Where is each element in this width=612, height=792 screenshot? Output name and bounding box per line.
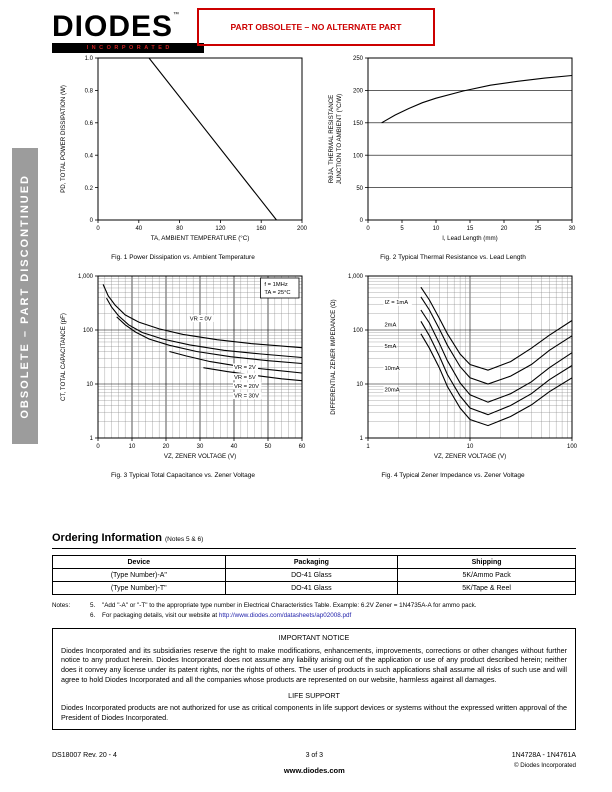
svg-text:20: 20: [500, 226, 508, 232]
document-number: DS18007 Rev. 20 - 4: [52, 752, 117, 759]
svg-text:0: 0: [359, 218, 363, 225]
obsolete-warning-banner: [197, 8, 435, 46]
svg-text:5: 5: [400, 226, 404, 232]
important-notice-title: IMPORTANT NOTICE: [278, 633, 350, 642]
header-device: Device: [53, 556, 226, 569]
cell-device: (Type Number)-A": [53, 569, 226, 582]
table-row: [53, 569, 576, 582]
svg-text:0.2: 0.2: [84, 185, 93, 192]
svg-text:1,000: 1,000: [347, 274, 363, 281]
website-link[interactable]: www.diodes.com: [283, 766, 345, 775]
fig1-power-dissipation-chart: [54, 50, 312, 261]
svg-text:0: 0: [366, 226, 370, 232]
svg-text:VR = 30V: VR = 30V: [234, 393, 259, 400]
svg-text:30: 30: [568, 226, 576, 232]
svg-text:JUNCTION TO AMBIENT (°C/W): JUNCTION TO AMBIENT (°C/W): [336, 93, 343, 185]
svg-text:200: 200: [352, 88, 363, 95]
life-support-body: Diodes Incorporated products are not authorized for use as critical components in life support devices or systems without the expressed written approval of the President of Diodes Incorporated.: [61, 703, 567, 723]
ordering-table: [52, 555, 576, 595]
svg-text:30: 30: [196, 444, 204, 450]
svg-text:10: 10: [466, 444, 474, 450]
ordering-notes: [52, 602, 576, 622]
svg-text:VZ, ZENER VOLTAGE (V): VZ, ZENER VOLTAGE (V): [433, 453, 507, 460]
svg-text:1: 1: [359, 436, 363, 443]
svg-text:IZ = 1mA: IZ = 1mA: [384, 300, 409, 307]
fig1-caption: Fig. 1 Power Dissipation vs. Ambient Temperature: [111, 254, 255, 261]
svg-text:50: 50: [264, 444, 272, 450]
svg-text:100: 100: [82, 328, 93, 335]
fig2-plot: [324, 50, 582, 252]
svg-text:1: 1: [366, 444, 370, 450]
obsolete-sidebar-banner: [12, 148, 38, 444]
obsolete-warning-text: PART OBSOLETE – NO ALTERNATE PART: [230, 22, 402, 32]
svg-text:1: 1: [89, 436, 93, 443]
svg-text:15: 15: [466, 226, 474, 232]
note-number: 6.: [90, 611, 96, 619]
note-items: [90, 602, 477, 622]
header-packaging: Packaging: [225, 556, 398, 569]
svg-text:20mA: 20mA: [384, 387, 400, 394]
svg-text:100: 100: [566, 444, 578, 450]
cell-device: (Type Number)-T": [53, 582, 226, 595]
svg-text:5mA: 5mA: [384, 344, 397, 351]
important-notice-box: [52, 628, 576, 730]
svg-text:10: 10: [128, 444, 136, 450]
ordering-title: Ordering Information: [52, 532, 162, 544]
svg-text:120: 120: [215, 226, 226, 232]
svg-text:10mA: 10mA: [384, 366, 400, 373]
part-number-range: 1N4728A - 1N4761A: [511, 752, 576, 759]
svg-text:150: 150: [352, 121, 363, 127]
footer-right: [512, 752, 576, 769]
svg-text:40: 40: [230, 444, 238, 450]
svg-text:250: 250: [352, 56, 363, 63]
ordering-title-note: (Notes 5 & 6): [165, 536, 204, 543]
important-notice-body: Diodes Incorporated and its subsidiaries reserve the right to make modifications, enhancements, improvements, corrections or other changes without further notice to any product herein. Diodes Incorporated does not assume any liability arising out of the application or use of any product described herein; neither does it convey any license under its patent rights, nor the rights of others. The user of products in such applications shall assume all risks of such use and will agree to hold Diodes Incorporated and all the companies whose products are represented on our website, harmless against all damages.: [61, 645, 567, 684]
cell-packaging: DO-41 Glass: [225, 582, 398, 595]
cell-shipping: 5K/Tape & Reel: [398, 582, 576, 595]
svg-text:160: 160: [256, 226, 267, 232]
logo-incorporated-bar: INCORPORATED: [52, 43, 204, 53]
notes-label: Notes:: [52, 602, 71, 609]
svg-text:DIFFERENTIAL ZENER IMPEDANCE (: DIFFERENTIAL ZENER IMPEDANCE (Ω): [330, 299, 337, 415]
svg-text:2mA: 2mA: [384, 322, 397, 329]
trademark-symbol: ™: [173, 12, 180, 18]
packaging-details-link[interactable]: http://www.diodes.com/datasheets/ap02008.pdf: [218, 611, 352, 619]
fig1-plot: [54, 50, 312, 252]
fig3-caption: Fig. 3 Typical Total Capacitance vs. Zener Voltage: [111, 472, 255, 479]
note-text: "Add "-A" or "-T" to the appropriate type number in Electrical Characteristics Table. Example: 6.2V Zener = 1N4735A-A for ammo pack.: [102, 602, 477, 609]
svg-text:25: 25: [534, 226, 542, 232]
svg-text:l, Lead Length (mm): l, Lead Length (mm): [442, 235, 498, 242]
fig3-total-capacitance-chart: [54, 268, 312, 479]
ordering-title-row: [52, 528, 576, 549]
svg-text:0: 0: [89, 218, 93, 225]
fig4-zener-impedance-chart: [324, 268, 582, 479]
page-footer: [52, 752, 576, 775]
fig2-caption: Fig. 2 Typical Thermal Resistance vs. Lead Length: [380, 254, 526, 261]
svg-text:10: 10: [432, 226, 440, 232]
svg-text:0.8: 0.8: [84, 88, 93, 95]
svg-text:TA = 25°C: TA = 25°C: [264, 290, 291, 296]
svg-text:100: 100: [352, 153, 363, 160]
svg-text:0.4: 0.4: [84, 153, 93, 160]
svg-text:VR = 0V: VR = 0V: [189, 316, 212, 323]
svg-text:f = 1MHz: f = 1MHz: [264, 282, 288, 288]
svg-text:VR = 2V: VR = 2V: [234, 364, 256, 371]
logo-brand-text: DIODES: [52, 10, 174, 43]
svg-text:200: 200: [296, 226, 308, 232]
note-5: [90, 602, 477, 611]
svg-text:20: 20: [162, 444, 170, 450]
footer-center: [284, 752, 345, 775]
fig2-thermal-resistance-chart: [324, 50, 582, 261]
svg-text:TA, AMBIENT TEMPERATURE (°C): TA, AMBIENT TEMPERATURE (°C): [150, 235, 250, 242]
svg-text:VR = 20V: VR = 20V: [234, 383, 259, 390]
svg-text:RθJA, THERMAL RESISTANCE: RθJA, THERMAL RESISTANCE: [328, 94, 335, 184]
svg-text:0.6: 0.6: [84, 121, 93, 127]
svg-text:1,000: 1,000: [77, 274, 93, 281]
svg-text:80: 80: [176, 226, 183, 232]
svg-text:10: 10: [86, 382, 93, 389]
header-shipping: Shipping: [398, 556, 576, 569]
life-support-title: LIFE SUPPORT: [288, 690, 340, 700]
diodes-logo: [52, 12, 204, 53]
svg-text:1.0: 1.0: [84, 56, 93, 63]
note-text: For packaging details, visit our website at http://www.diodes.com/datasheets/ap02008.pdf: [102, 611, 352, 619]
note-6: [90, 612, 477, 621]
svg-text:VR = 5V: VR = 5V: [234, 374, 256, 381]
note-number: 5.: [90, 602, 96, 609]
obsolete-sidebar-label: OBSOLETE – PART DISCONTINUED: [19, 173, 31, 419]
svg-text:100: 100: [352, 328, 363, 335]
table-row: [53, 582, 576, 595]
fig3-plot: [54, 268, 312, 470]
svg-text:VZ, ZENER VOLTAGE (V): VZ, ZENER VOLTAGE (V): [163, 453, 237, 460]
page-indicator: 3 of 3: [305, 752, 324, 759]
svg-text:0: 0: [96, 444, 100, 450]
svg-text:10: 10: [356, 382, 363, 389]
ordering-information-section: [52, 528, 576, 622]
cell-packaging: DO-41 Glass: [225, 569, 398, 582]
fig4-plot: [324, 268, 582, 470]
svg-text:50: 50: [356, 185, 363, 192]
ordering-header-row: [53, 556, 576, 569]
copyright: © Diodes Incorporated: [514, 762, 576, 769]
svg-text:CT, TOTAL CAPACITANCE (pF): CT, TOTAL CAPACITANCE (pF): [60, 313, 67, 401]
svg-text:PD, TOTAL POWER DISSIPATION (W: PD, TOTAL POWER DISSIPATION (W): [60, 85, 67, 193]
svg-text:40: 40: [135, 226, 143, 232]
cell-shipping: 5K/Ammo Pack: [398, 569, 576, 582]
svg-text:60: 60: [298, 444, 306, 450]
fig4-caption: Fig. 4 Typical Zener Impedance vs. Zener Voltage: [381, 472, 525, 479]
svg-text:0: 0: [96, 226, 100, 232]
logo-brand-row: [52, 12, 204, 42]
